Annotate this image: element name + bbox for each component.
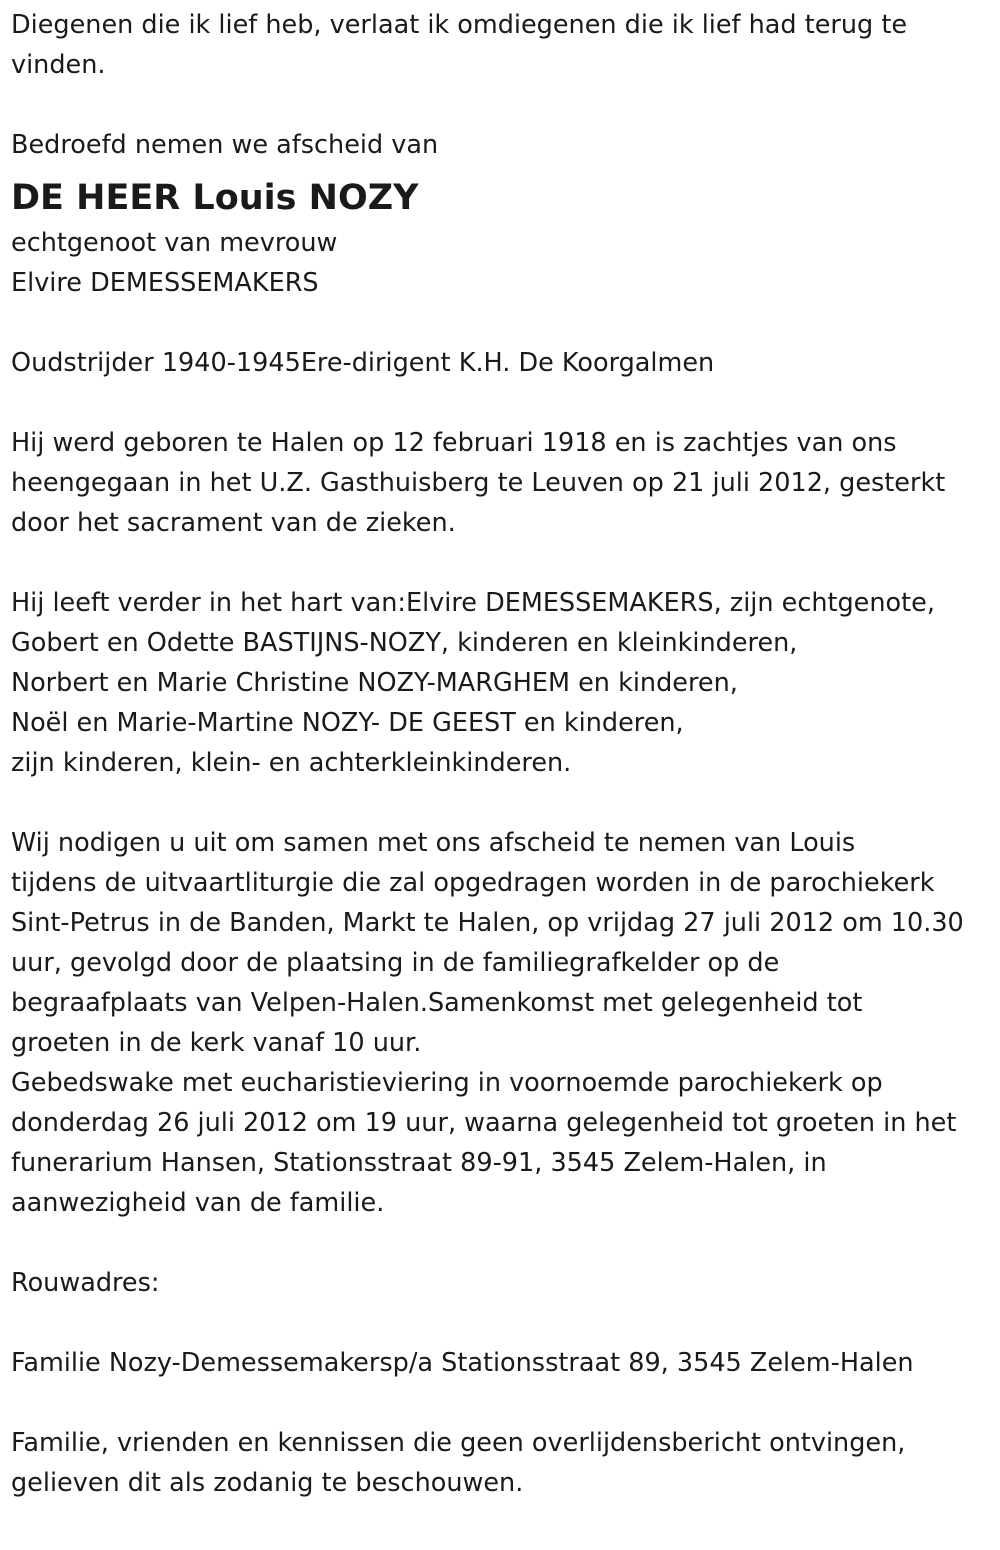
ceremony-paragraph <box>11 823 989 1223</box>
opening-quote <box>11 5 989 85</box>
survivors-line: zijn kinderen, klein- en achterkleinkinderen. <box>11 748 572 778</box>
ceremony-line: uur, gevolgd door de plaatsing in de familiegrafkelder op de <box>11 948 780 978</box>
ceremony-line: funerarium Hansen, Stationsstraat 89-91, 3545 Zelem-Halen, in <box>11 1148 827 1178</box>
intro-text: Bedroefd nemen we afscheid van <box>11 130 439 160</box>
survivors-line: Hij leeft verder in het hart van:Elvire DEMESSEMAKERS, zijn echtgenote, <box>11 588 935 618</box>
spacer <box>11 1223 989 1263</box>
survivors-line: Norbert en Marie Christine NOZY-MARGHEM en kinderen, <box>11 668 738 698</box>
spouse-line: echtgenoot van mevrouw <box>11 228 338 258</box>
spacer <box>11 383 989 423</box>
mourning-address: Familie Nozy-Demessemakersp/a Stationsstraat 89, 3545 Zelem-Halen <box>11 1348 914 1378</box>
spouse-line: Elvire DEMESSEMAKERS <box>11 268 319 298</box>
biography-line: Hij werd geboren te Halen op 12 februari 1918 en is zachtjes van ons <box>11 428 897 458</box>
biography-line: door het sacrament van de zieken. <box>11 508 456 538</box>
spacer <box>11 85 989 125</box>
survivors-line: Noël en Marie-Martine NOZY- DE GEEST en kinderen, <box>11 708 684 738</box>
biography-line: heengegaan in het U.Z. Gasthuisberg te Leuven op 21 juli 2012, gesterkt <box>11 468 946 498</box>
opening-quote-line: Diegenen die ik lief heb, verlaat ik omdiegenen die ik lief had terug te <box>11 10 908 40</box>
closing-line: Familie, vrienden en kennissen die geen overlijdensbericht ontvingen, <box>11 1428 906 1458</box>
ceremony-line: groeten in de kerk vanaf 10 uur. <box>11 1028 422 1058</box>
spacer <box>11 543 989 583</box>
survivors-line: Gobert en Odette BASTIJNS-NOZY, kinderen en kleinkinderen, <box>11 628 798 658</box>
ceremony-line: Sint-Petrus in de Banden, Markt te Halen, op vrijdag 27 juli 2012 om 10.30 <box>11 908 964 938</box>
titles-text: Oudstrijder 1940-1945Ere-dirigent K.H. De Koorgalmen <box>11 348 715 378</box>
spacer <box>11 1303 989 1343</box>
opening-quote-line: vinden. <box>11 50 106 80</box>
ceremony-line: donderdag 26 juli 2012 om 19 uur, waarna gelegenheid tot groeten in het <box>11 1108 957 1138</box>
spacer <box>11 1383 989 1423</box>
spacer <box>11 303 989 343</box>
ceremony-line: Wij nodigen u uit om samen met ons afscheid te nemen van Louis <box>11 828 856 858</box>
address-label: Rouwadres: <box>11 1268 160 1298</box>
closing-line: gelieven dit als zodanig te beschouwen. <box>11 1468 524 1498</box>
spacer <box>11 783 989 823</box>
ceremony-line: tijdens de uitvaartliturgie die zal opgedragen worden in de parochiekerk <box>11 868 935 898</box>
ceremony-line: begraafplaats van Velpen-Halen.Samenkomst met gelegenheid tot <box>11 988 863 1018</box>
ceremony-line: Gebedswake met eucharistieviering in voornoemde parochiekerk op <box>11 1068 883 1098</box>
closing-paragraph <box>11 1423 989 1503</box>
survivors-paragraph <box>11 583 989 783</box>
biography-paragraph <box>11 423 989 543</box>
deceased-block <box>11 165 989 303</box>
deceased-name: DE HEER Louis NOZY <box>11 178 419 218</box>
ceremony-line: aanwezigheid van de familie. <box>11 1188 385 1218</box>
